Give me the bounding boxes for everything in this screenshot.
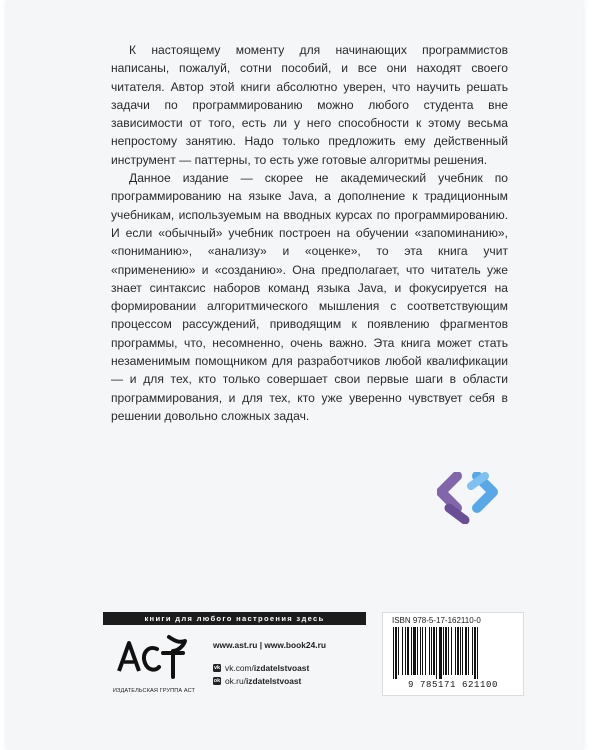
websites-text: www.ast.ru | www.book24.ru <box>213 640 326 650</box>
publisher-caption: ИЗДАТЕЛЬСКАЯ ГРУППА АСТ <box>112 688 196 694</box>
blurb-paragraph-1: К настоящему моменту для начинающих программистов написаны, пожалуй, сотни пособий, и все они находят своего читателя. Автор этой книги абсолютно уверен, что научить решать задачи по программированию можно любого студента вне зависимости от того, есть ли у него способности к этому весьма непростому занятию. Надо только предложить ему действенный инструмент — паттерны, то есть уже готовые алгоритмы решения. <box>111 43 508 167</box>
blurb-text <box>111 41 508 425</box>
vk-icon: vk <box>213 664 221 671</box>
code-brackets-logo-icon <box>437 472 499 524</box>
tagline-band: книги для любого настроения здесь <box>103 612 366 625</box>
barcode-bars <box>393 627 513 679</box>
book-back-cover <box>7 0 583 750</box>
ast-logo-icon <box>117 633 187 681</box>
vk-prefix: vk.com/ <box>225 662 254 673</box>
blurb-paragraph-2: Данное издание — скорее не академический учебник по программированию на языке Java, а дополнение к традиционным учебникам, используемым на вводных курсах по программированию. И если «обычный» учебник построен на обучении «запоминанию», «пониманию», «анализу» и «оценке», то эта книга учит «применению» и «созданию». Она предполагает, что читатель уже знает синтаксис наборов команд языка Java, и фокусируется на формировании алгоритмического мышления с соответствующим процессом рассуждений, приводящим к появлению фрагментов программы, что, несомненно, очень важно. Эта книга может стать незаменимым помощником для разработчиков любой квалификации — и для тех, кто только совершает свои первые шаги в области программирования, и для тех, кто уже уверенно чувствует себя в решении довольно сложных задач. <box>111 171 508 423</box>
ok-handle: izdatelstvoast <box>245 675 302 686</box>
publisher-links <box>213 640 326 687</box>
ok-prefix: ok.ru/ <box>225 675 246 686</box>
isbn-label: ISBN 978-5-17-162110-0 <box>392 616 481 625</box>
social-vk <box>213 661 326 674</box>
barcode-box <box>382 612 524 696</box>
vk-handle: izdatelstvoast <box>253 662 310 673</box>
barcode-digits: 9 785171 621100 <box>407 680 498 690</box>
social-ok <box>213 674 326 687</box>
ok-icon: ok <box>213 677 221 684</box>
